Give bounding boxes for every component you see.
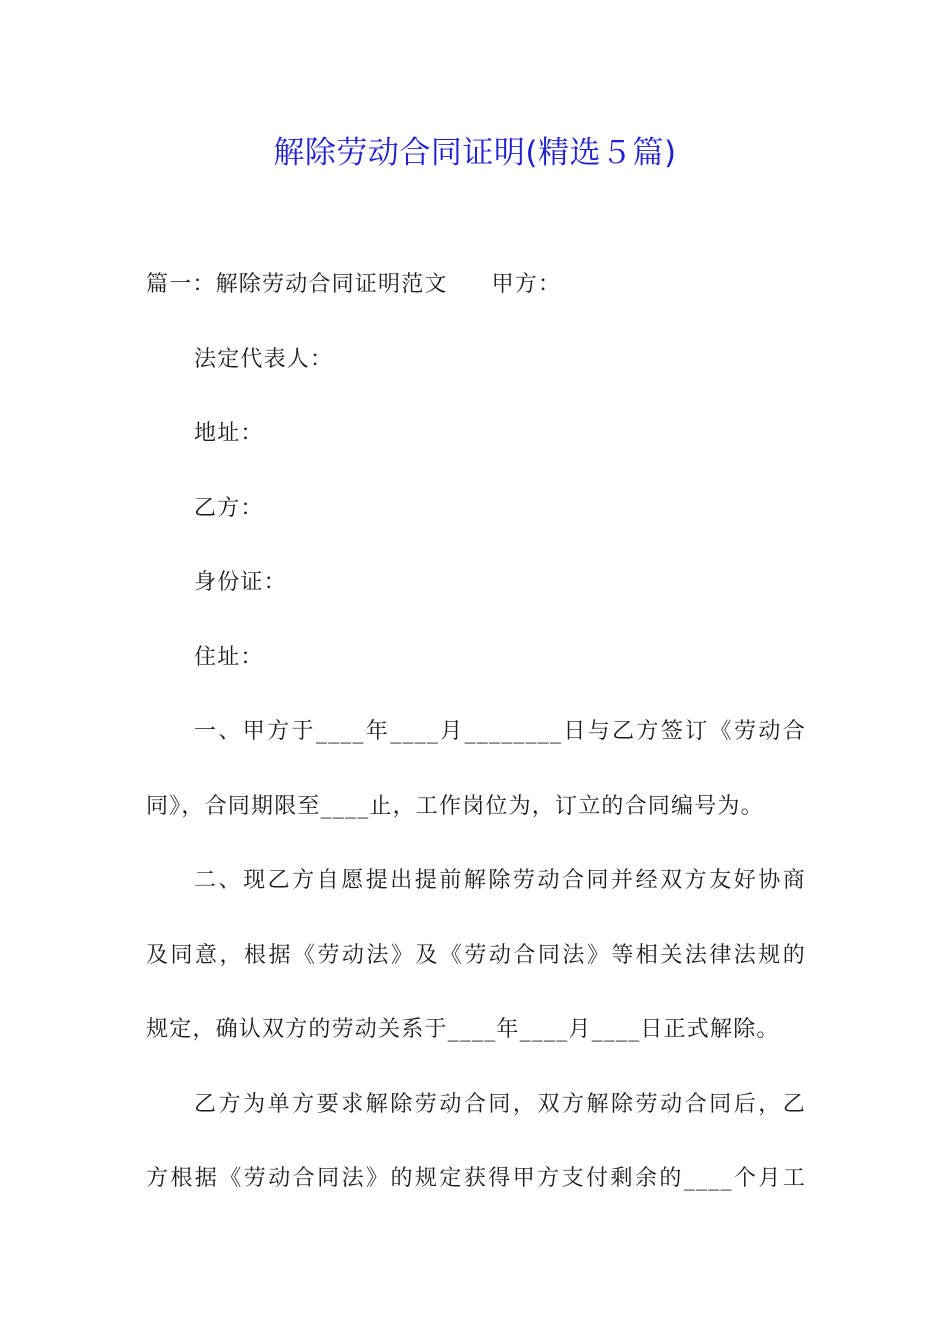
paragraph-1-line-1: 一、甲方于____年____月________日与乙方签订《劳动合 [194, 719, 806, 744]
address-label: 地址： [194, 421, 264, 446]
party-b-label: 乙方： [194, 496, 264, 521]
paragraph-1-line-2: 同》，合同期限至____止，工作岗位为，订立的合同编号为。 [146, 794, 764, 819]
residence-label: 住址： [194, 645, 264, 670]
paragraph-2-line-2: 及同意，根据《劳动法》及《劳动合同法》等相关法律法规的 [146, 943, 806, 968]
document-title: 解除劳动合同证明(精选５篇) [273, 135, 677, 171]
paragraph-3-line-2: 方根据《劳动合同法》的规定获得甲方支付剩余的____个月工 [146, 1166, 806, 1191]
id-card-label: 身份证： [194, 570, 287, 595]
paragraph-2-line-3: 规定，确认双方的劳动关系于____年____月____日正式解除。 [146, 1017, 780, 1042]
legal-rep-label: 法定代表人： [194, 347, 334, 372]
section-heading: 篇一：解除劳动合同证明范文 [146, 272, 448, 297]
party-a-label: 甲方： [491, 272, 562, 297]
paragraph-3-line-1: 乙方为单方要求解除劳动合同，双方解除劳动合同后，乙 [194, 1092, 806, 1117]
section-heading-line [146, 265, 806, 305]
paragraph-2-line-1: 二、现乙方自愿提出提前解除劳动合同并经双方友好协商 [194, 868, 806, 893]
